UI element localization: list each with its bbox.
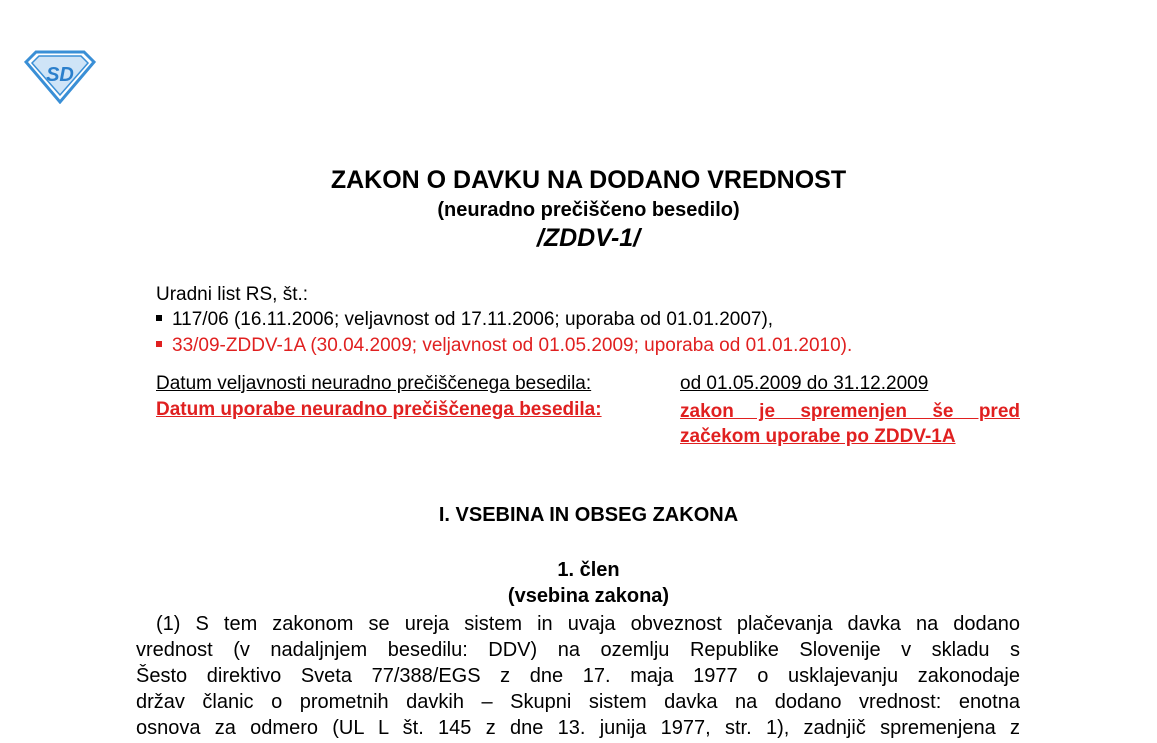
- sd-logo: [22, 48, 96, 104]
- logo-letters: SD: [46, 64, 74, 86]
- paragraph-line: Šesto direktivo Sveta 77/388/EGS z dne 17. maja 1977 o usklajevanju zakonodaje: [136, 665, 1020, 687]
- validity-date-value: od 01.05.2009 do 31.12.2009: [680, 373, 929, 394]
- article-number: 1. člen: [557, 559, 620, 581]
- paragraph-line: vrednost (v nadaljnjem besedilu: DDV) na ozemlju Republike Slovenije v skladu s: [136, 639, 1020, 661]
- paragraph-line: držav članic o prometnih davkih – Skupni sistem davka na dodano vrednost: enotna: [136, 691, 1020, 713]
- use-date-label: Datum uporabe neuradno prečiščenega besedila:: [156, 399, 602, 420]
- publication-item: [156, 309, 773, 331]
- use-date-value-line: začekom uporabe po ZDDV-1A: [680, 426, 956, 447]
- document-title: ZAKON O DAVKU NA DODANO VREDNOST: [330, 166, 847, 194]
- use-date-value-line: zakon je spremenjen še pred: [680, 401, 1020, 422]
- publication-item-text: 117/06 (16.11.2006; veljavnost od 17.11.2006; uporaba od 01.01.2007),: [172, 309, 774, 330]
- publication-item-text: 33/09-ZDDV-1A (30.04.2009; veljavnost od 01.05.2009; uporaba od 01.01.2010).: [172, 335, 853, 356]
- document-code: /ZDDV-1/: [536, 224, 641, 252]
- article-heading: (vsebina zakona): [507, 585, 670, 607]
- publication-item-amendment: [156, 335, 852, 357]
- article-paragraph: [136, 611, 1020, 741]
- use-date-value: [680, 399, 1020, 449]
- sd-logo-shield-icon: [22, 48, 96, 104]
- paragraph-line: osnova za odmero (UL L št. 145 z dne 13. junija 1977, str. 1), zadnjič spremenjena z: [136, 717, 1020, 739]
- paragraph-line: (1) S tem zakonom se ureja sistem in uvaja obveznost plačevanja davka na dodano: [156, 613, 1020, 635]
- validity-date-label: Datum veljavnosti neuradno prečiščenega besedila:: [156, 373, 592, 394]
- bullet-icon: [156, 341, 162, 347]
- publication-label: Uradni list RS, št.:: [156, 284, 309, 305]
- bullet-icon: [156, 315, 162, 321]
- chapter-title: I. VSEBINA IN OBSEG ZAKONA: [438, 504, 739, 526]
- document-subtitle: (neuradno prečiščeno besedilo): [437, 199, 740, 221]
